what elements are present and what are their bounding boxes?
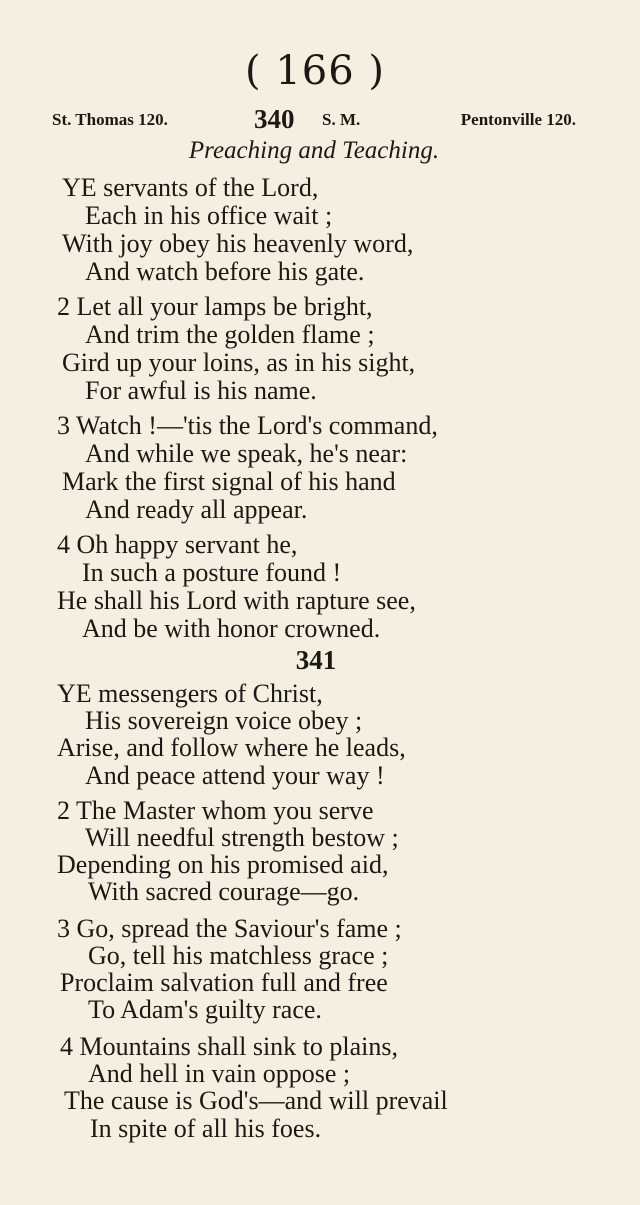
verse-line: YE servants of the Lord,	[62, 173, 319, 202]
verse-line: He shall his Lord with rapture see,	[57, 586, 416, 615]
verse-line: And trim the golden flame ;	[85, 320, 375, 349]
verse-line: And peace attend your way !	[85, 761, 385, 790]
verse-line: For awful is his name.	[85, 376, 317, 405]
hymn-number: 341	[295, 645, 337, 675]
verse-line: In such a posture found !	[82, 558, 342, 587]
verse-line: And watch before his gate.	[85, 257, 365, 286]
verse-line: With joy obey his heavenly word,	[62, 229, 414, 258]
verse-line: And ready all appear.	[85, 495, 308, 524]
verse-line: In spite of all his foes.	[90, 1114, 322, 1143]
verse-line: 2 Let all your lamps be bright,	[57, 292, 373, 321]
verse-line: 4 Oh happy servant he,	[57, 530, 298, 559]
verse-line: With sacred courage—go.	[88, 877, 360, 906]
verse-line: Go, tell his matchless grace ;	[88, 941, 389, 970]
verse-line: And hell in vain oppose ;	[88, 1059, 351, 1088]
verse-line: Gird up your loins, as in his sight,	[62, 348, 416, 377]
verse-line: Each in his office wait ;	[85, 201, 333, 230]
verse-line: 3 Go, spread the Saviour's fame ;	[57, 914, 402, 943]
tune-name-right: Pentonville 120.	[460, 110, 576, 129]
verse-line: The cause is God's—and will prevail	[64, 1086, 448, 1115]
hymn-subject: Preaching and Teaching.	[188, 137, 440, 164]
verse-line: Proclaim salvation full and free	[60, 968, 388, 997]
verse-line: And while we speak, he's near:	[85, 439, 408, 468]
page-number: ( 166 )	[245, 48, 385, 94]
verse-line: Depending on his promised aid,	[57, 850, 389, 879]
verse-line: To Adam's guilty race.	[88, 995, 322, 1024]
hymn-number: 340	[254, 104, 295, 134]
verse-line: Mark the first signal of his hand	[62, 467, 396, 496]
verse-line: 4 Mountains shall sink to plains,	[60, 1032, 398, 1061]
verse-line: 2 The Master whom you serve	[57, 796, 374, 825]
verse-line: And be with honor crowned.	[82, 614, 381, 643]
hymn-header	[52, 104, 576, 134]
verse-line: Will needful strength bestow ;	[85, 823, 399, 852]
verse-line: YE messengers of Christ,	[57, 679, 323, 708]
verse-line: His sovereign voice obey ;	[85, 706, 363, 735]
verse-line: 3 Watch !—'tis the Lord's command,	[57, 411, 438, 440]
verse-line: Arise, and follow where he leads,	[57, 733, 406, 762]
tune-name-left: St. Thomas 120.	[52, 110, 168, 129]
meter: S. M.	[322, 110, 361, 129]
